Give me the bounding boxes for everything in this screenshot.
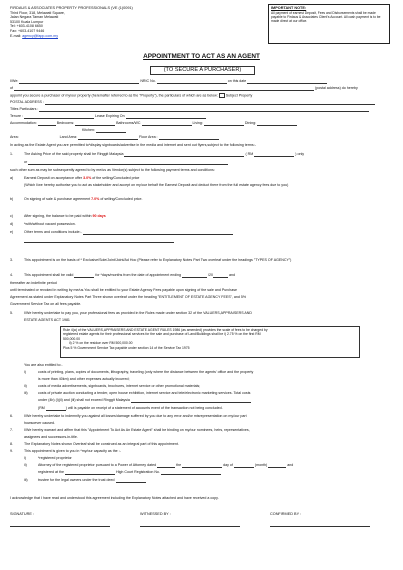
signature-lines bbox=[10, 522, 395, 527]
important-note-title: IMPORTANT NOTE: bbox=[271, 6, 307, 10]
term-9: 9. This appointment is given to you in *my/our capacity as the :- bbox=[10, 449, 121, 453]
postal-address-field[interactable] bbox=[45, 100, 375, 105]
witness-field[interactable] bbox=[140, 522, 240, 527]
living-field[interactable] bbox=[204, 121, 244, 126]
land-area-field[interactable] bbox=[78, 135, 138, 140]
asking-price-rm-field[interactable] bbox=[254, 152, 294, 157]
term-1: 1. The Asking Price of the said property shall be Ringgit Malaysia ( RM ) only bbox=[10, 152, 305, 156]
document-subtitle: (TO SECURE A PURCHASER) bbox=[150, 66, 255, 75]
iwe-field[interactable] bbox=[19, 79, 139, 84]
term-5c-i: i) costs of printing, plans, copies of documents, lithography, traveling (only where the distance between the agents' office and the property bbox=[24, 370, 254, 374]
high-court-no-field[interactable] bbox=[161, 470, 221, 475]
fee-rules-box: Rule 4(a) of the VALUERS,APPRAISERS AND ESTATE AGENT RULES 1986 (as amended) provides the scale of fees to be charged by registered estate agents for their professional services for the sale and purchase of Land/Buildings shall be i) 2.75 % on the first RM 500,000.00 ii) 2 % on the residue over RM 500,000.00 Plus 5 % Government Service Tax payable under section 14 of the Service Tax 1975 bbox=[60, 326, 360, 358]
term-3: 3. This appointment is on the basis of * Exclusive/Sole/Joint/Joint/Ad Hoc (Please refer to Explanatory Notes Part Two overleaf under the headings "TYPES OF AGENCY") bbox=[10, 258, 292, 262]
term-6: 6. I/We hereby undertake to indemnify you against all losses/damage suffered by you due to any error and/or misrepresentation on my/our part bbox=[10, 414, 247, 418]
row-postal: POSTAL ADDRESS : bbox=[10, 100, 395, 105]
row-acting: In acting as the Estate Agent you are permitted to*display signboards/advertise in the media and internet and sent out flyers,subject to the following terms:- bbox=[10, 143, 256, 147]
floor-area-field[interactable] bbox=[159, 135, 219, 140]
term-1e-line2 bbox=[10, 238, 395, 243]
row-iwe: I/We: NRIC No. on this date bbox=[10, 79, 395, 84]
validity-field[interactable] bbox=[74, 273, 94, 278]
registered-at-field[interactable] bbox=[65, 470, 115, 475]
date-field[interactable] bbox=[247, 79, 327, 84]
firm-letterhead bbox=[10, 6, 190, 38]
poa-date-field[interactable] bbox=[182, 463, 222, 468]
term-1a: a) Earnest Deposit on acceptance offer 3.0% of the selling/Concluded price bbox=[10, 176, 140, 180]
term-4-line2: thereafter an indefinite period bbox=[10, 281, 57, 285]
row-accommodation: Accommodation: Bedrooms: Bathrooms/WC Living: Dining: bbox=[10, 121, 395, 126]
term-4-line4: Agreement as stated under Explanatory Notes Part Three shown overleaf under the heading "ENTITLEMENT OF ESTATE AGENCY FEES", and 5% bbox=[10, 295, 247, 299]
term-5c-i-line2: is more than 40km) and other expenses actually incurred; bbox=[38, 377, 130, 381]
dining-field[interactable] bbox=[257, 121, 297, 126]
kitchen-field[interactable] bbox=[96, 128, 126, 133]
term-5c-iii: iii) costs of private auction conducting a tender, open house exhibition, internet service and tele/electronic marketing services. Total costs bbox=[24, 391, 251, 395]
term-1-or: or bbox=[10, 160, 395, 165]
term-1-such-other: such other sum as may be subsequently agreed to by me/us as Vendor(s) subject to the following payment terms and conditions: bbox=[10, 168, 215, 172]
term-4: 4. This appointment shall be valid for *days/months from the date of appointment ending /20 and bbox=[10, 273, 236, 277]
email-link[interactable]: agency@fapp.com.my bbox=[22, 33, 58, 38]
term-8: 8. The Explanatory Notes shown Overleaf shall be construed as an integral part of this appointment. bbox=[10, 442, 179, 446]
term-9-ii: ii) Attorney of the registered proprietor pursuant to a Power of Attorney dated the day of (month) and bbox=[24, 463, 294, 467]
row-area: Area: Land Area: Floor Area : bbox=[10, 135, 395, 140]
asking-price-field[interactable] bbox=[124, 152, 244, 157]
nric-field[interactable] bbox=[157, 79, 227, 84]
term-9-iii: iii) trustee for the legal owners under the trust deed bbox=[24, 478, 403, 483]
witnessed-label: WITNESSED BY : bbox=[140, 512, 171, 516]
term-4-line3: until terminated or revoked in writing by me/us.You shall be entitled to your Estate Agency Fees payable upon signing of the sale and Purchase bbox=[10, 288, 238, 292]
lease-field[interactable] bbox=[126, 114, 206, 119]
row-of: of (postal address) do hereby bbox=[10, 86, 358, 90]
cost-limit-field[interactable] bbox=[131, 398, 251, 403]
important-note-body: All payment of earnest Deposit, Fees and Disbursements shall be made payable to Firdaus & Associates Client's Account. All cash payment is to be made direct at our office. bbox=[271, 10, 381, 23]
term-1d: d) *with/without vacant possession. bbox=[10, 222, 76, 226]
other-terms-field[interactable] bbox=[83, 230, 233, 235]
term-5c: You are also entitled to:- bbox=[24, 363, 63, 367]
term-9-i: i) *registered proprietor bbox=[24, 456, 72, 460]
document-title: APPOINTMENT TO ACT AS AN AGENT bbox=[143, 53, 260, 60]
bedrooms-field[interactable] bbox=[75, 121, 115, 126]
term-7: 7. I/We hereby warrant and affirm that this "Appointment To Act As An Estate Agent" shall be binding on my/our nominees, heirs, representatives, bbox=[10, 428, 250, 432]
term-6-line2: howsoever caused. bbox=[24, 421, 55, 425]
row-kitchen: Kitchen: bbox=[10, 128, 395, 133]
term-1c: c) After signing, the balance to be paid within 90 days bbox=[10, 214, 106, 218]
term-1a-which: (Which I/we hereby authorise you to act as stakeholder and accept on my/our behalf the Earnest Deposit and deduct there from the full estate agency fees due to you) bbox=[24, 183, 289, 187]
term-5a: 5. I/We hereby undertake to pay you, your professional fees as provided in the Rules made under section 32 of the VALUERS,APPRAISERS AND bbox=[10, 311, 252, 315]
term-4-line5: Government Service Tax on all fees payable. bbox=[10, 302, 82, 306]
term-7-line2: assignees and successors-in-title. bbox=[24, 435, 78, 439]
row-titles: Titles Particulars : bbox=[10, 107, 395, 112]
firm-name: FIRDAUS & ASSOCIATES PROPERTY PROFESSIONALS (VE (1)0091) bbox=[10, 6, 133, 10]
email-label: E-mail: bbox=[10, 33, 22, 38]
subject-property-checkbox[interactable] bbox=[219, 93, 225, 98]
term-5c-ii: ii) costs of media advertisements, signboards, brochures, internet service or other promotional materials; bbox=[24, 384, 201, 388]
term-1b: b) On signing of sale & purchase agreement 7.0% of selling/Concluded price. bbox=[10, 197, 143, 201]
confirm-field[interactable] bbox=[270, 522, 370, 527]
term-5c-rm: (RM ) will is payable on receipt of a statement of accounts event of the transaction not being concluded. bbox=[38, 406, 223, 410]
titles-field[interactable] bbox=[39, 107, 369, 112]
firm-email-row bbox=[10, 34, 190, 39]
row-tenure: Tenure : Lease Expiring On bbox=[10, 114, 395, 119]
bathrooms-field[interactable] bbox=[142, 121, 192, 126]
rm-field[interactable] bbox=[46, 406, 66, 411]
term-5c-iii-line2: under (4b) (i)(ii) and (iii) shall not exceed Ringgit Malaysia bbox=[38, 398, 403, 403]
firm-fax: Fax: +603-4107 9446 bbox=[10, 28, 45, 33]
confirmed-label: CONFIRMED BY : bbox=[270, 512, 302, 516]
term-1e: e) Other terms and conditions include:- bbox=[10, 230, 395, 235]
important-note-box bbox=[268, 4, 390, 44]
row-appoint: appoint you secure a purchaser of my/our property (hereinafter referred to as the "Property"), the particulars of which are as below: Subject Property bbox=[10, 93, 253, 98]
term-9-ii-line2: registered at the High Court Registration No. bbox=[38, 470, 403, 475]
signature-field[interactable] bbox=[10, 522, 110, 527]
tenure-field[interactable] bbox=[24, 114, 94, 119]
firm-address-1: Third Floor, 318, Melawati Square, bbox=[10, 10, 65, 15]
address-field[interactable] bbox=[14, 86, 314, 91]
acknowledgement: I acknowledge that I have read and understood this agreement including the Explanatory Notes attached and have received a copy. bbox=[10, 496, 219, 500]
firm-address-3: 53100 Kuala Lumpur bbox=[10, 19, 44, 24]
term-5a-line2: ESTATE AGENTS ACT 1981 bbox=[24, 318, 70, 322]
firm-address-2: Jalan Negara Taman Melawati bbox=[10, 15, 59, 20]
signature-label: SIGNATURE : bbox=[10, 512, 34, 516]
firm-tel: Tel: +603-4108 6650 bbox=[10, 24, 43, 29]
